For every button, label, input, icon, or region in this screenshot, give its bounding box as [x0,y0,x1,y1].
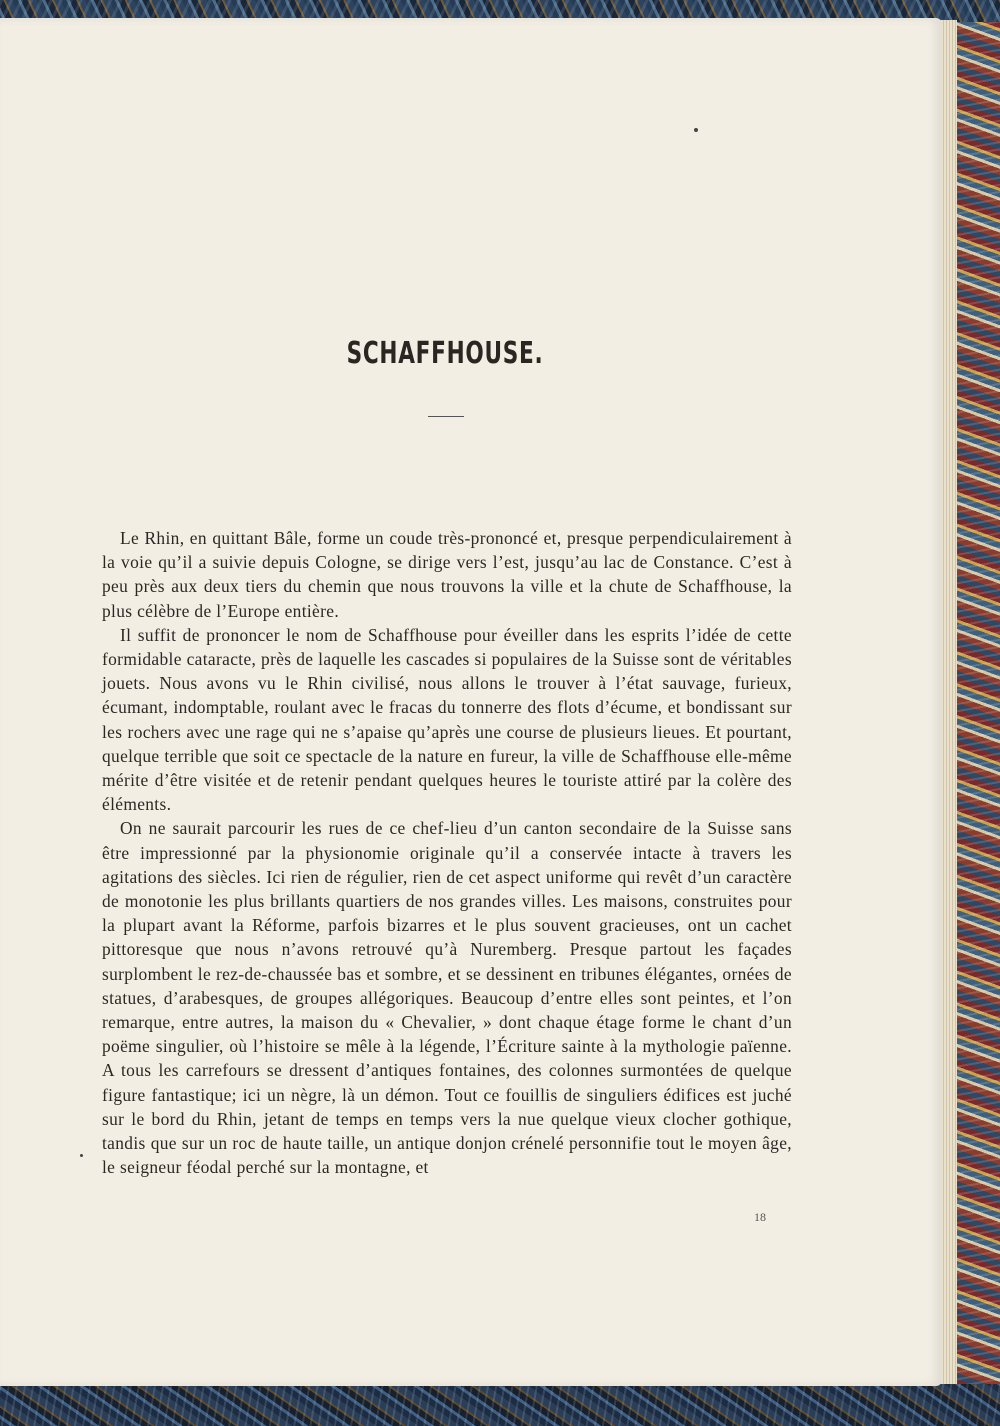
book-page [0,18,942,1386]
paragraph: Le Rhin, en quittant Bâle, forme un coude très-prononcé et, presque perpendiculairement à la voie qu’il a suivie depuis Cologne, se dirige vers l’est, jusqu’au lac de Constance. C’est à peu près aux deux tiers du chemin que nous trouvons la ville et la chute de Schaffhouse, la plus célèbre de l’Europe entière. [102,528,792,621]
margin-mark [80,1154,83,1157]
ink-speck [694,128,698,132]
paragraph: On ne saurait parcourir les rues de ce chef-lieu d’un canton secondaire de la Suisse sans être impressionné par la physionomie originale qu’il a conservée intacte à travers les agitations des siècles. Ici rien de régulier, rien de cet aspect uniforme qui revêt d’un caractère de monotonie les plus brillants quartiers de nos grandes villes. Les maisons, construites pour la plupart avant la Réforme, parfois bizarres et le plus souvent gracieuses, ont un cachet pittoresque que nous n’avons retrouvé qu’à Nuremberg. Presque partout les façades surplombent le rez-de-chaussée bas et sombre, et se dessinent en tribunes élégantes, ornées de statues, d’arabesques, de groupes allégoriques. Beaucoup d’entre elles sont peintes, et l’on remarque, entre autres, la maison du « Chevalier, » dont chaque étage forme le chant d’un poëme singulier, où l’histoire se mêle à la légende, l’Écriture sainte à la mythologie païenne. A tous les carrefours se dressent d’antiques fontaines, des colonnes surmontées de quelque figure fantastique; ici un nègre, là un démon. Tout ce fouillis de singuliers édifices est juché sur le bord du Rhin, jetant de temps en temps vers la nue quelque vieux clocher gothique, tandis que sur un roc de haute taille, un antique donjon crénelé personnifie tout le moyen âge, le seigneur féodal perché sur la montagne, et [102,818,792,1178]
marbled-bottom-edge [0,1384,1000,1426]
folio-number: 18 [754,1210,766,1224]
marbled-fore-edge [950,22,1000,1388]
title-rule [428,416,464,417]
paragraph: Il suffit de prononcer le nom de Schaffhouse pour éveiller dans les esprits l’idée de cette formidable cataracte, près de laquelle les cascades si populaires de la Suisse sont de véritables jouets. Nous avons vu le Rhin civilisé, nous allons le trouver à l’état sauvage, furieux, écumant, indomptable, roulant avec le fracas du tonnerre des flots d’écume, et bondissant sur les rochers avec une rage qui ne s’apaise qu’après une course de plusieurs lieues. Et pourtant, quelque terrible que soit ce spectacle de la nature en fureur, la ville de Schaffhouse elle-même mérite d’être visitée et de retenir pendant quelques heures le touriste attiré par la colère des éléments. [102,624,792,815]
page-title: SCHAFFHOUSE. [346,336,544,371]
body-text [102,526,792,1179]
